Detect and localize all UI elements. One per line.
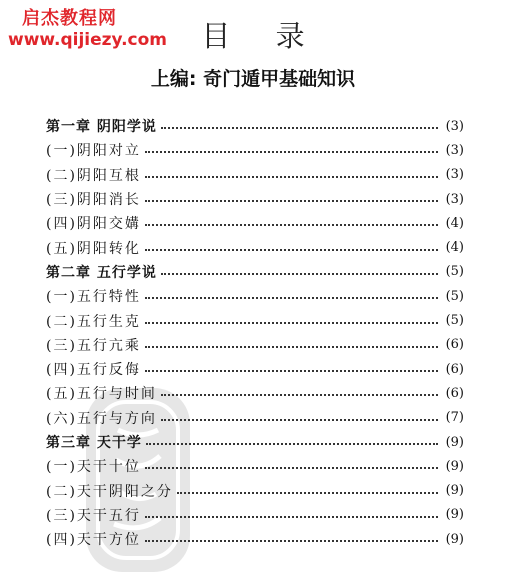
dot-leader (145, 249, 438, 251)
toc-section-row (46, 308, 464, 332)
dot-leader (145, 467, 438, 469)
toc-entry-title: (二)五行生克 (46, 313, 141, 330)
toc-entry-title: (三)天干五行 (46, 507, 141, 524)
toc-entry-title: (五)五行与时间 (46, 386, 157, 403)
toc-section-row (46, 406, 464, 430)
toc-page-number: (4) (445, 240, 464, 256)
toc-entry-title: (五)阴阳转化 (46, 240, 141, 257)
toc-section-row (46, 503, 464, 527)
toc-section-row (46, 187, 464, 211)
toc-entry-title: (四)阴阳交媾 (46, 216, 141, 233)
dot-leader (145, 370, 438, 372)
dot-leader (145, 176, 438, 178)
toc-page-number: (5) (445, 264, 464, 280)
dot-leader (145, 322, 438, 324)
toc-page-number: (6) (445, 337, 464, 353)
dot-leader (145, 224, 438, 226)
dot-leader (145, 516, 438, 518)
dot-leader (177, 492, 438, 494)
toc-entry-title: 第一章 阴阳学说 (46, 119, 157, 136)
toc-entry-title: (三)五行亢乘 (46, 337, 141, 354)
toc-entry-title: (二)天干阴阳之分 (46, 483, 173, 500)
toc-section-row (46, 235, 464, 259)
toc-section-row (46, 284, 464, 308)
toc-page-number: (9) (445, 507, 464, 523)
dot-leader (145, 200, 438, 202)
toc-section-row (46, 211, 464, 235)
dot-leader (145, 297, 438, 299)
dot-leader (161, 394, 438, 396)
toc-page-number: (3) (445, 118, 464, 134)
toc-section-row (46, 163, 464, 187)
toc-page-number: (3) (445, 167, 464, 183)
toc-chapter-row (46, 430, 464, 454)
toc-entry-title: (一)天干十位 (46, 459, 141, 476)
toc-page-number: (6) (445, 361, 464, 377)
toc-chapter-row (46, 260, 464, 284)
toc-page-number: (9) (445, 483, 464, 499)
section-subtitle: 上编: 奇门遁甲基础知识 (150, 68, 356, 90)
dot-leader (161, 127, 438, 129)
toc-section-row (46, 381, 464, 405)
dot-leader (145, 346, 438, 348)
toc-section-row (46, 454, 464, 478)
watermark-site-name: 启杰教程网 (22, 8, 117, 29)
toc-page-number: (7) (445, 410, 464, 426)
toc-page-number: (9) (445, 531, 464, 547)
dot-leader (161, 273, 438, 275)
toc-section-row (46, 357, 464, 381)
toc-page-number: (5) (445, 288, 464, 304)
toc-page-number: (9) (445, 434, 464, 450)
toc-section-row (46, 527, 464, 551)
toc-page-number: (5) (445, 313, 464, 329)
toc-entry-title: (二)阴阳互根 (46, 167, 141, 184)
dot-leader (161, 419, 438, 421)
toc-section-row (46, 138, 464, 162)
toc-page-number: (4) (445, 215, 464, 231)
page-title: 目 录 (201, 19, 323, 53)
dot-leader (145, 540, 438, 542)
toc-section-row (46, 478, 464, 502)
toc-entry-title: (四)天干方位 (46, 532, 141, 549)
dot-leader (145, 151, 438, 153)
toc-entry-title: (四)五行反侮 (46, 362, 141, 379)
toc-entry-title: (六)五行与方向 (46, 410, 157, 427)
toc-section-row (46, 333, 464, 357)
watermark-site-url: www.qijiezy.com (8, 30, 168, 50)
toc-entry-title: (三)阴阳消长 (46, 192, 141, 209)
table-of-contents (46, 114, 464, 551)
toc-entry-title: 第二章 五行学说 (46, 264, 157, 281)
toc-chapter-row (46, 114, 464, 138)
dot-leader (146, 443, 438, 445)
toc-page-number: (6) (445, 385, 464, 401)
toc-page-number: (9) (445, 458, 464, 474)
toc-entry-title: 第三章 天干学 (46, 435, 142, 451)
toc-entry-title: (一)五行特性 (46, 289, 141, 306)
toc-page-number: (3) (445, 191, 464, 207)
toc-page-number: (3) (445, 142, 464, 158)
toc-entry-title: (一)阴阳对立 (46, 143, 141, 160)
